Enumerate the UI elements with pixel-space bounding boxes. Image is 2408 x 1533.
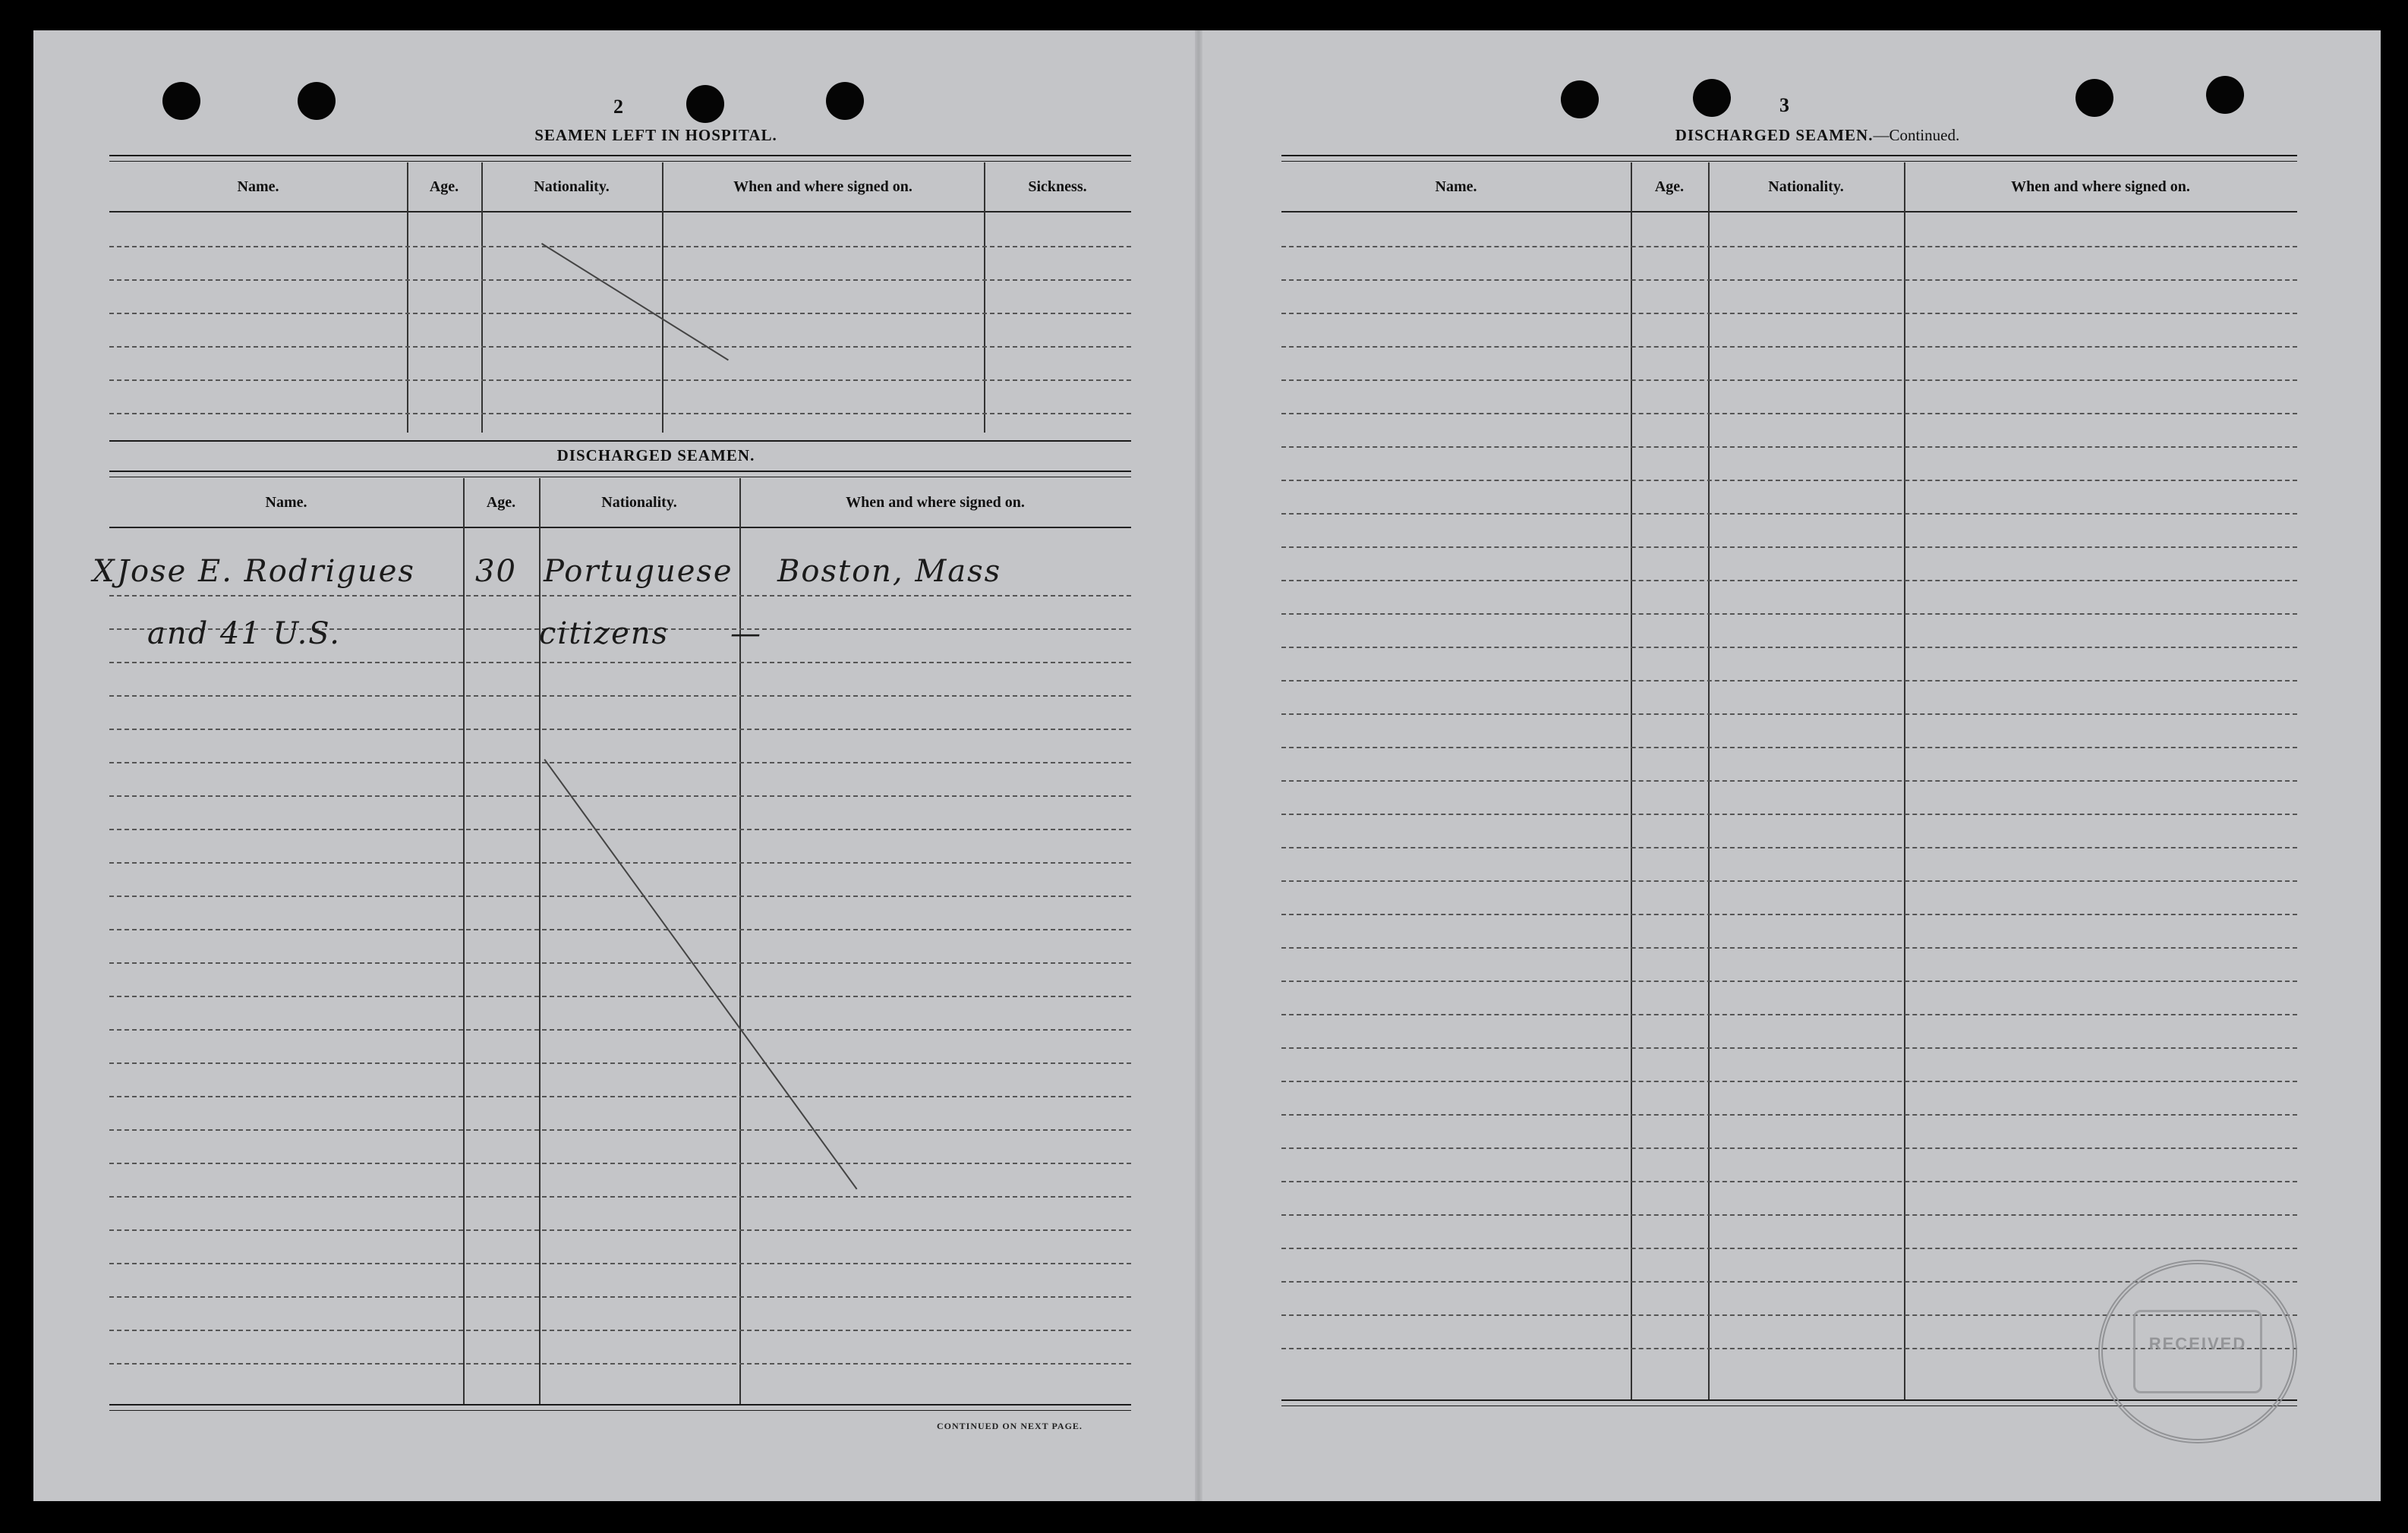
- discharged-table-right: [1281, 162, 2297, 1399]
- col-header-age: Age.: [486, 494, 516, 511]
- entry-line: [1281, 580, 2297, 581]
- entry-line: [1281, 947, 2297, 949]
- entry-line: [109, 595, 1131, 597]
- entry-line: [109, 662, 1131, 663]
- entry-line: [109, 1029, 1131, 1031]
- entry-line: [109, 829, 1131, 830]
- document-sheet: [33, 30, 2381, 1501]
- entry-line: [1281, 1047, 2297, 1049]
- entry-line: [109, 1096, 1131, 1097]
- entry-line: [1281, 613, 2297, 615]
- entry-nationality: Portuguese: [544, 554, 733, 589]
- page-fold: [1195, 30, 1202, 1501]
- entry-line: [1281, 847, 2297, 848]
- col-header-age: Age.: [429, 178, 459, 195]
- col-header-nationality: Nationality.: [534, 178, 610, 195]
- entry-mark: X: [93, 554, 116, 589]
- page-number-left: 2: [613, 96, 623, 118]
- entry-line: [1281, 1014, 2297, 1015]
- entry-line: [1281, 279, 2297, 281]
- entry-line: [1281, 914, 2297, 915]
- entry-line: [109, 1363, 1131, 1365]
- col-header-age: Age.: [1654, 178, 1685, 195]
- entry-line: [109, 1196, 1131, 1198]
- column-divider: [481, 162, 483, 433]
- col-header-signed-on: When and where signed on.: [733, 178, 912, 195]
- discharged-continued-title: [1552, 126, 2083, 145]
- entry-line: [1281, 680, 2297, 682]
- header-rule: [109, 527, 1131, 528]
- entry-age: 30: [475, 554, 517, 589]
- entry-line: [1281, 814, 2297, 815]
- hospital-table: [109, 162, 1131, 433]
- punch-hole: [826, 82, 864, 120]
- punch-hole: [2206, 76, 2244, 114]
- header-rule: [1281, 211, 2297, 212]
- entry-line: [109, 246, 1131, 247]
- col-header-signed-on: When and where signed on.: [2011, 178, 2190, 195]
- entry-line: [1281, 513, 2297, 515]
- title-main: DISCHARGED SEAMEN.: [1675, 126, 1874, 144]
- punch-hole: [1561, 80, 1599, 118]
- entry-line: [109, 929, 1131, 930]
- entry-line: [109, 1296, 1131, 1298]
- entry-line: [109, 1330, 1131, 1331]
- column-divider: [984, 162, 985, 433]
- hospital-top-rule: [109, 155, 1131, 162]
- entry-name: and 41 U.S.: [147, 616, 341, 651]
- entry-line: [1281, 880, 2297, 882]
- entry-line: [1281, 546, 2297, 548]
- entry-name: Jose E. Rodrigues: [117, 554, 415, 589]
- right-top-rule: [1281, 155, 2297, 162]
- entry-line: [1281, 1081, 2297, 1082]
- col-header-name: Name.: [1435, 178, 1477, 195]
- entry-line: [109, 695, 1131, 697]
- entry-line: [109, 1163, 1131, 1164]
- entry-line: [109, 896, 1131, 897]
- entry-line: [1281, 713, 2297, 715]
- entry-line: [1281, 346, 2297, 348]
- entry-line: [109, 379, 1131, 381]
- column-divider: [662, 162, 663, 433]
- entry-line: [1281, 246, 2297, 247]
- entry-line: [109, 1062, 1131, 1064]
- entry-line: [109, 729, 1131, 730]
- entry-line: [1281, 313, 2297, 314]
- page-number-right: 3: [1779, 94, 1789, 116]
- entry-line: [1281, 747, 2297, 748]
- entry-line: [109, 962, 1131, 964]
- discharged-top-rule: [109, 440, 1131, 442]
- col-header-nationality: Nationality.: [1768, 178, 1844, 195]
- punch-hole: [298, 82, 336, 120]
- title-suffix: —Continued.: [1873, 126, 1960, 144]
- entry-signed-on: —: [730, 616, 762, 651]
- entry-line: [109, 1129, 1131, 1131]
- entry-nationality: citizens: [539, 616, 670, 651]
- entry-line: [1281, 1181, 2297, 1182]
- punch-hole: [1693, 79, 1731, 117]
- entry-line: [1281, 446, 2297, 448]
- entry-line: [1281, 1248, 2297, 1249]
- stamp-text: RECEIVED: [2148, 1334, 2247, 1353]
- header-rule: [109, 211, 1131, 212]
- entry-line: [109, 313, 1131, 314]
- punch-hole: [2075, 79, 2113, 117]
- entry-line: [109, 795, 1131, 797]
- hospital-section-title: SEAMEN LEFT IN HOSPITAL.: [534, 126, 777, 144]
- col-header-sickness: Sickness.: [1028, 178, 1087, 195]
- entry-line: [1281, 981, 2297, 982]
- entry-line: [109, 762, 1131, 763]
- entry-line: [1281, 1214, 2297, 1216]
- entry-signed-on: Boston, Mass: [777, 554, 1002, 589]
- column-divider: [407, 162, 408, 433]
- col-header-nationality: Nationality.: [601, 494, 677, 511]
- received-stamp: [2098, 1260, 2297, 1443]
- entry-line: [1281, 413, 2297, 414]
- entry-line: [109, 996, 1131, 997]
- entry-line: [1281, 379, 2297, 381]
- col-header-signed-on: When and where signed on.: [846, 494, 1025, 511]
- discharged-header-rule: [109, 471, 1131, 477]
- entry-line: [109, 1229, 1131, 1231]
- continued-note: CONTINUED ON NEXT PAGE.: [937, 1421, 1083, 1431]
- column-divider: [463, 478, 465, 1404]
- punch-hole: [162, 82, 200, 120]
- entry-line: [1281, 1147, 2297, 1149]
- entry-line: [1281, 647, 2297, 648]
- entry-line: [1281, 1114, 2297, 1116]
- discharged-section-title: DISCHARGED SEAMEN.: [556, 446, 755, 464]
- entry-line: [109, 346, 1131, 348]
- entry-line: [1281, 480, 2297, 481]
- entry-line: [109, 413, 1131, 414]
- col-header-name: Name.: [265, 494, 307, 511]
- entry-line: [109, 279, 1131, 281]
- col-header-name: Name.: [237, 178, 279, 195]
- entry-line: [1281, 780, 2297, 782]
- entry-line: [109, 1263, 1131, 1264]
- punch-hole: [686, 85, 724, 123]
- discharged-bottom-rule: [109, 1404, 1131, 1411]
